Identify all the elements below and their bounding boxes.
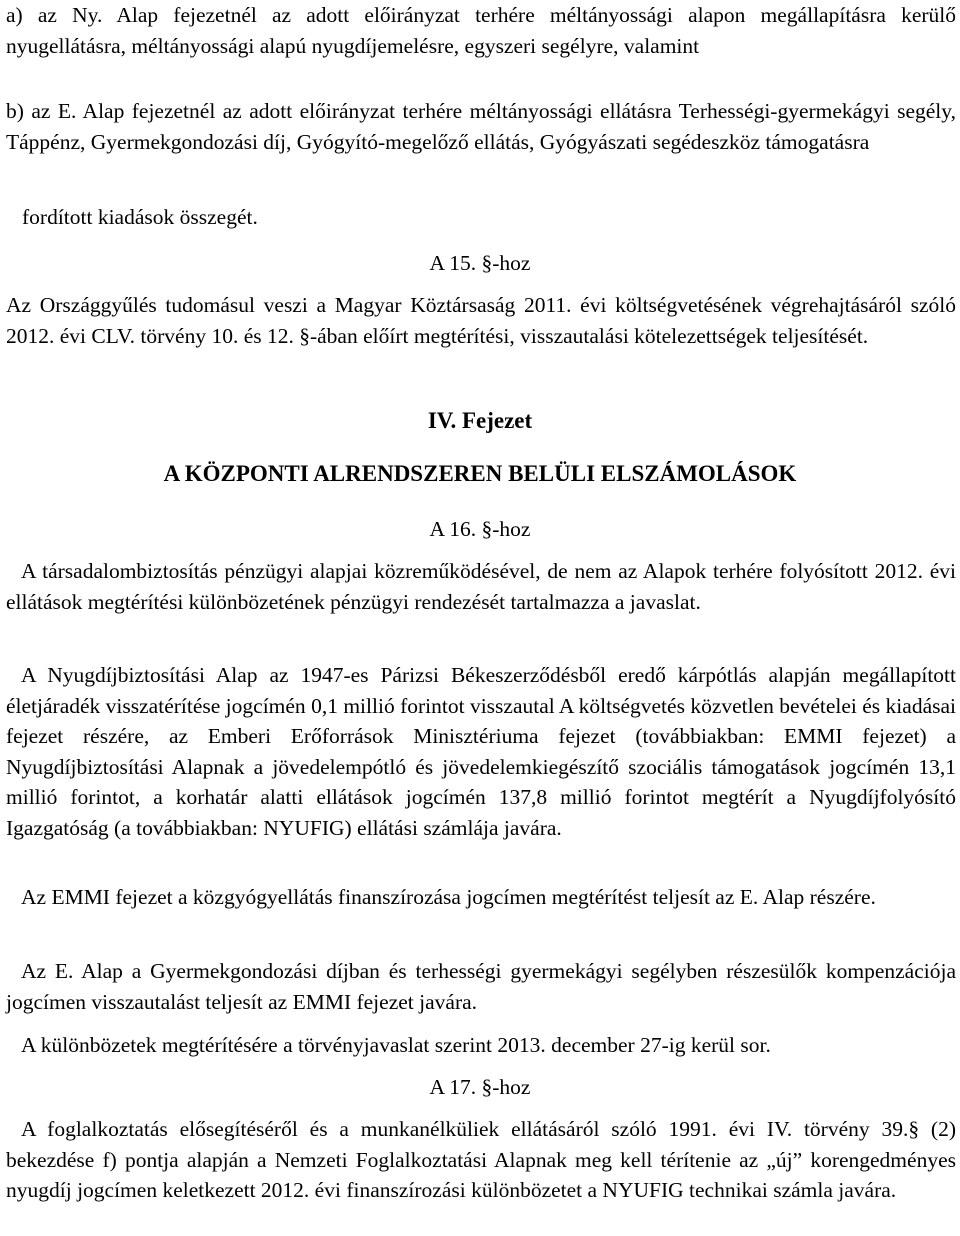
section-15-text: Az Országgyűlés tudomásul veszi a Magyar Köztársaság 2011. évi költségvetésének végrehajtásáról szóló 2012. évi CLV. törvény 10. és 12. §-ában előírt megtérítési, visszautalási kötelezettségek teljesítését. [6,293,956,348]
section-16-paragraph-2: A Nyugdíjbiztosítási Alap az 1947-es Párizsi Békeszerződésből eredő kárpótlás alapján megállapított életjáradék visszatérítése jogcímén 0,1 millió forintot visszautal A költségvetés közvetlen bevételei és kiadásai fejezet részére, az Emberi Erőforrások Minisztériuma fejezet (továbbiakban: EMMI fejezet) a Nyugdíjbiztosítási Alapnak a jövedelempótló és jövedelemkiegészítő szociális támogatások jogcímén 13,1 millió forintot, a korhatár alatti ellátások jogcímén 137,8 millió forintot megtérít a Nyugdíjfolyósító Igazgatóság (a továbbiakban: NYUFIG) ellátási számlája javára. [6,663,956,840]
section-15-title: A 15. §-hoz [429,251,531,275]
section-16-title: A 16. §-hoz [429,517,531,541]
section-16-paragraph-5: A különbözetek megtérítésére a törvényjavaslat szerint 2013. december 27-ig kerül sor. [21,1033,771,1057]
section-16-paragraph-4: Az E. Alap a Gyermekgondozási díjban és terhességi gyermekágyi segélyben részesülők kompenzációja jogcímen visszautalást teljesít az EMMI fejezet javára. [6,959,956,1014]
section-17-title: A 17. §-hoz [429,1075,531,1099]
paragraph-item-a: a) az Ny. Alap fejezetnél az adott előirányzat terhére méltányossági alapon megállapításra kerülő nyugellátásra, méltányossági alapú nyugdíjemelésre, egyszeri segélyre, valamint [6,3,956,58]
section-16-paragraph-1: A társadalombiztosítás pénzügyi alapjai közreműködésével, de nem az Alapok terhére folyósított 2012. évi ellátások megtérítési különbözetének pénzügyi rendezését tartalmazza a javaslat. [6,559,956,614]
paragraph-fordított: fordított kiadások összegét. [22,205,258,229]
chapter-number: IV. Fejezet [427,408,533,433]
section-16-paragraph-3: Az EMMI fejezet a közgyógyellátás finanszírozása jogcímen megtérítést teljesít az E. Alap részére. [21,885,876,909]
chapter-title: A KÖZPONTI ALRENDSZEREN BELÜLI ELSZÁMOLÁSOK [163,461,797,486]
section-17-paragraph-1: A foglalkoztatás elősegítéséről és a munkanélküliek ellátásáról szóló 1991. évi IV. törvény 39.§ (2) bekezdése f) pontja alapján a Nemzeti Foglalkoztatási Alapnak meg kell térítenie az „új” korengedményes nyugdíj jogcímen keletkezett 2012. évi finanszírozási különbözetet a NYUFIG technikai számla javára. [6,1117,956,1202]
paragraph-item-b: b) az E. Alap fejezetnél az adott előirányzat terhére méltányossági ellátásra Terhességi-gyermekágyi segély, Táppénz, Gyermekgondozási díj, Gyógyító-megelőző ellátás, Gyógyászati segédeszköz támogatásra [6,99,956,154]
